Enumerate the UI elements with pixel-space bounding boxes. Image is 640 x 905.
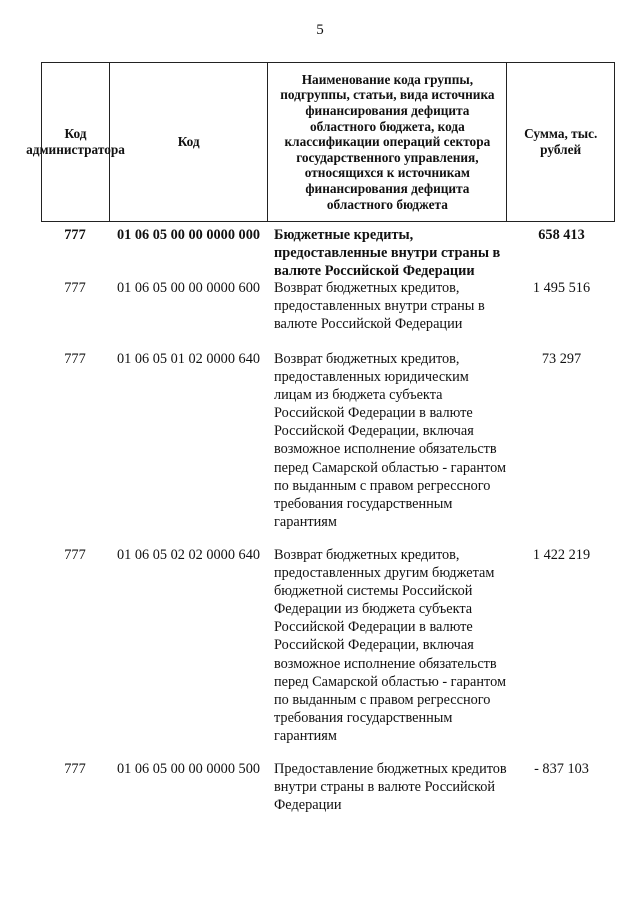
table-header [26, 62, 615, 222]
row-name: Предоставление бюджетных кредитов внутри страны в валюте Российской Федерации [274, 761, 507, 814]
row-code: 01 06 05 01 02 0000 640 [117, 351, 260, 367]
row-sum: 73 297 [541, 351, 582, 367]
row-code: 01 06 05 00 00 0000 600 [117, 280, 260, 296]
header-admin-code: Код администратора [42, 63, 110, 221]
row-name: Бюджетные кредиты, предоставленные внутри страны в валюте Российской Федерации [274, 227, 501, 280]
row-name: Возврат бюджетных кредитов, предоставленных другим бюджетам бюджетной системы Российской Федерации из бюджета субъекта Российской Федерации в валюте Российской Федерации, включая возможное исполнение обязательств перед Самарской областью - гарантом по выданным с правом регрессного требования государственным гарантиям [274, 547, 507, 744]
row-admin-code: 777 [64, 280, 86, 296]
row-sum: 1 495 516 [532, 280, 591, 296]
header-sum: Сумма, тыс. рублей [524, 126, 598, 157]
row-sum: - 837 103 [534, 761, 589, 777]
row-sum: 658 413 [538, 227, 585, 243]
row-code: 01 06 05 02 02 0000 640 [117, 547, 260, 563]
row-sum: 1 422 219 [532, 547, 591, 563]
header-code: Код [110, 63, 268, 221]
row-name: Возврат бюджетных кредитов, предоставленных юридическим лицам из бюджета субъекта Российской Федерации в валюте Российской Федерации, включая возможное исполнение обязательств перед Самарской областью - гарантом по выданным с правом регрессного требования государственным гарантиям [274, 351, 507, 530]
row-name: Возврат бюджетных кредитов, предоставленных внутри страны в валюте Российской Федерации [274, 280, 485, 333]
header-name: Наименование кода группы, подгруппы, статьи, вида источника финансирования дефицита областного бюджета, кода классификации операций сектора государственного управления, относящихся к источникам финансирования дефицита областного бюджета [268, 63, 507, 221]
row-admin-code: 777 [64, 351, 86, 367]
row-admin-code: 777 [64, 761, 86, 777]
row-code: 01 06 05 00 00 0000 000 [117, 227, 260, 243]
row-admin-code: 777 [64, 227, 86, 243]
row-admin-code: 777 [64, 547, 86, 563]
page-number: 5 [316, 22, 324, 38]
row-code: 01 06 05 00 00 0000 500 [117, 761, 260, 777]
